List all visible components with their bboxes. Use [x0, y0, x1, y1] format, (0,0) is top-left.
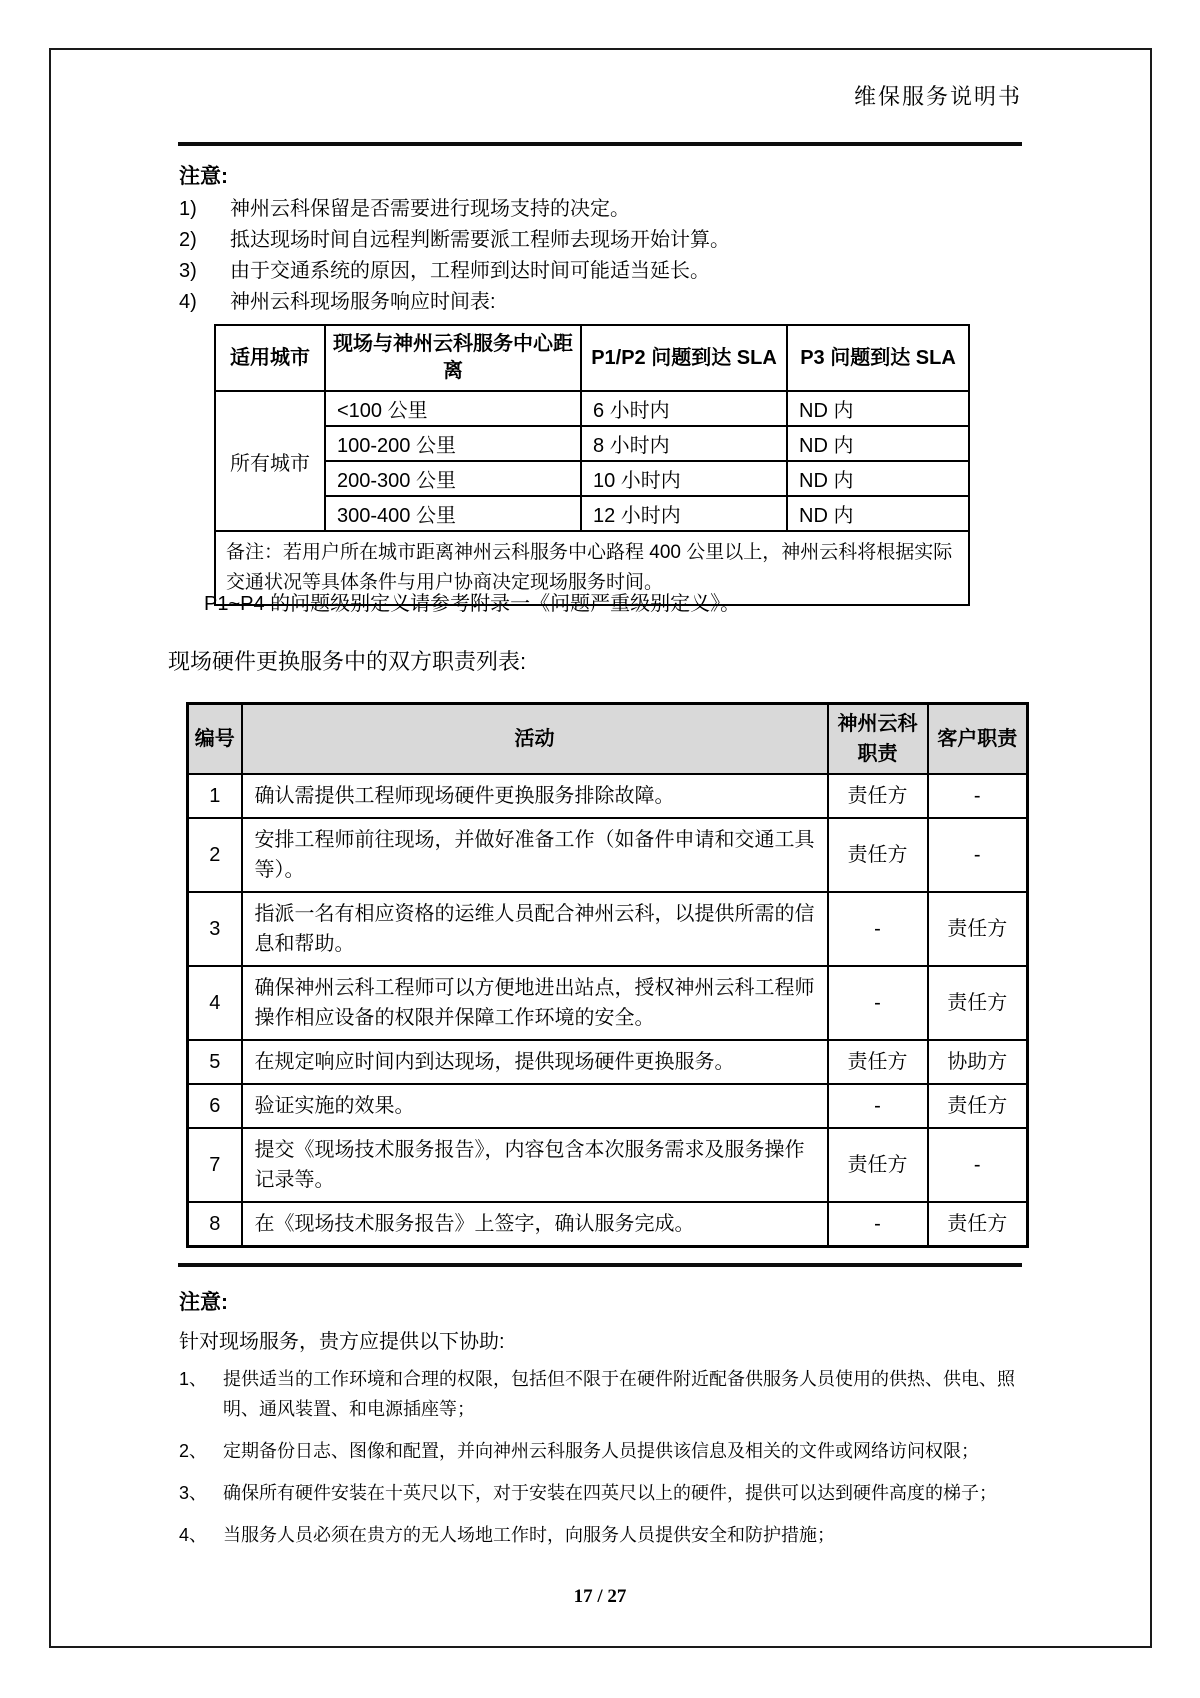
p1p4-definition-note: P1~P4 的问题级别定义请参考附录一《问题严重级别定义》。 — [204, 593, 741, 615]
p3-sla-cell: ND 内 — [787, 426, 969, 461]
header-cell-activity: 活动 — [242, 704, 828, 775]
header-cell-dcits-role: 神州云科职责 — [828, 704, 928, 775]
p1p2-sla-cell: 6 小时内 — [581, 391, 787, 426]
row-number-cell: 5 — [188, 1040, 242, 1084]
customer-role-cell: 责任方 — [928, 892, 1028, 966]
assist-item — [179, 1364, 1022, 1424]
item-text: 由于交通系统的原因，工程师到达时间可能适当延长。 — [230, 260, 710, 282]
item-text: 确保所有硬件安装在十英尺以下，对于安装在四英尺以上的硬件，提供可以达到硬件高度的梯子； — [223, 1483, 997, 1503]
notice-bottom-label: 注意: — [179, 1291, 228, 1314]
header-cell-p3-sla: P3 问题到达 SLA — [787, 325, 969, 391]
activity-cell: 指派一名有相应资格的运维人员配合神州云科，以提供所需的信息和帮助。 — [242, 892, 828, 966]
table-row — [188, 966, 1028, 1040]
customer-role-cell: - — [928, 774, 1028, 818]
table-row — [215, 426, 969, 461]
table-row — [188, 1202, 1028, 1247]
dcits-role-cell: 责任方 — [828, 1128, 928, 1202]
activity-cell: 验证实施的效果。 — [242, 1084, 828, 1128]
dcits-role-cell: 责任方 — [828, 1040, 928, 1084]
header-cell-p1p2-sla: P1/P2 问题到达 SLA — [581, 325, 787, 391]
distance-cell: 100-200 公里 — [325, 426, 581, 461]
p3-sla-cell: ND 内 — [787, 496, 969, 531]
row-number-cell: 1 — [188, 774, 242, 818]
customer-role-cell: - — [928, 1128, 1028, 1202]
notice-item — [179, 230, 1019, 251]
notice-top-list — [179, 199, 1019, 323]
item-number: 3) — [179, 260, 197, 282]
activity-cell: 提交《现场技术服务报告》，内容包含本次服务需求及服务操作记录等。 — [242, 1128, 828, 1202]
item-text: 当服务人员必须在贵方的无人场地工作时，向服务人员提供安全和防护措施； — [223, 1525, 835, 1545]
activity-cell: 在规定响应时间内到达现场，提供现场硬件更换服务。 — [242, 1040, 828, 1084]
p1p2-sla-cell: 12 小时内 — [581, 496, 787, 531]
table-row — [188, 818, 1028, 892]
responsibility-section-title: 现场硬件更换服务中的双方职责列表: — [168, 649, 527, 674]
activity-cell: 安排工程师前往现场，并做好准备工作（如备件申请和交通工具等）。 — [242, 818, 828, 892]
item-number: 4、 — [179, 1525, 208, 1545]
item-text: 抵达现场时间自远程判断需要派工程师去现场开始计算。 — [230, 229, 730, 251]
distance-cell: 300-400 公里 — [325, 496, 581, 531]
distance-cell: <100 公里 — [325, 391, 581, 426]
p3-sla-cell: ND 内 — [787, 461, 969, 496]
row-number-cell: 6 — [188, 1084, 242, 1128]
table-row — [188, 1128, 1028, 1202]
page-footer: 17 / 27 — [573, 1586, 627, 1607]
row-number-cell: 2 — [188, 818, 242, 892]
header-cell-distance: 现场与神州云科服务中心距离 — [325, 325, 581, 391]
row-number-cell: 3 — [188, 892, 242, 966]
header-cell-city: 适用城市 — [215, 325, 325, 391]
activity-cell: 确认需提供工程师现场硬件更换服务排除故障。 — [242, 774, 828, 818]
customer-role-cell: 责任方 — [928, 966, 1028, 1040]
item-text: 神州云科保留是否需要进行现场支持的决定。 — [230, 198, 630, 220]
item-number: 4) — [179, 291, 197, 313]
table-header-row — [188, 704, 1028, 775]
header-rule — [178, 142, 1022, 146]
customer-role-cell: 责任方 — [928, 1084, 1028, 1128]
assist-item — [179, 1436, 1022, 1466]
dcits-role-cell: - — [828, 892, 928, 966]
customer-role-cell: 协助方 — [928, 1040, 1028, 1084]
table-row — [215, 496, 969, 531]
dcits-role-cell: - — [828, 1202, 928, 1247]
item-text: 提供适当的工作环境和合理的权限，包括但不限于在硬件附近配备供服务人员使用的供热、供电、照明、通风装置、和电源插座等； — [223, 1369, 1015, 1419]
dcits-role-cell: 责任方 — [828, 818, 928, 892]
notice-bottom-intro: 针对现场服务，贵方应提供以下协助: — [179, 1331, 505, 1353]
table-row — [188, 774, 1028, 818]
table-row — [188, 1040, 1028, 1084]
item-number: 2) — [179, 229, 197, 251]
item-number: 2、 — [179, 1441, 208, 1461]
customer-role-cell: - — [928, 818, 1028, 892]
row-number-cell: 8 — [188, 1202, 242, 1247]
notice-item — [179, 199, 1019, 220]
item-number: 1、 — [179, 1369, 208, 1389]
divider-rule — [178, 1263, 1022, 1267]
item-text: 定期备份日志、图像和配置，并向神州云科服务人员提供该信息及相关的文件或网络访问权限； — [223, 1441, 979, 1461]
document-title: 维保服务说明书 — [853, 84, 1022, 109]
assist-list — [179, 1364, 1022, 1562]
notice-item — [179, 292, 1019, 313]
row-number-cell: 4 — [188, 966, 242, 1040]
remark-cell: 备注：若用户所在城市距离神州云科服务中心路程 400 公里以上，神州云科将根据实际交通状况等具体条件与用户协商决定现场服务时间。 — [215, 531, 969, 605]
notice-top-label: 注意: — [179, 165, 228, 188]
distance-cell: 200-300 公里 — [325, 461, 581, 496]
responsibility-table — [186, 702, 1029, 1248]
table-row — [215, 461, 969, 496]
header-cell-customer-role: 客户职责 — [928, 704, 1028, 775]
table-row — [215, 391, 969, 426]
p3-sla-cell: ND 内 — [787, 391, 969, 426]
p1p2-sla-cell: 10 小时内 — [581, 461, 787, 496]
table-row — [188, 1084, 1028, 1128]
item-number: 3、 — [179, 1483, 208, 1503]
dcits-role-cell: - — [828, 966, 928, 1040]
notice-item — [179, 261, 1019, 282]
city-cell: 所有城市 — [215, 391, 325, 531]
sla-response-table — [214, 324, 970, 606]
item-text: 神州云科现场服务响应时间表: — [230, 291, 496, 313]
item-number: 1) — [179, 198, 197, 220]
activity-cell: 确保神州云科工程师可以方便地进出站点，授权神州云科工程师操作相应设备的权限并保障工作环境的安全。 — [242, 966, 828, 1040]
row-number-cell: 7 — [188, 1128, 242, 1202]
p1p2-sla-cell: 8 小时内 — [581, 426, 787, 461]
assist-item — [179, 1478, 1022, 1508]
activity-cell: 在《现场技术服务报告》上签字，确认服务完成。 — [242, 1202, 828, 1247]
dcits-role-cell: - — [828, 1084, 928, 1128]
customer-role-cell: 责任方 — [928, 1202, 1028, 1247]
table-row — [188, 892, 1028, 966]
dcits-role-cell: 责任方 — [828, 774, 928, 818]
assist-item — [179, 1520, 1022, 1550]
header-cell-number: 编号 — [188, 704, 242, 775]
table-header-row — [215, 325, 969, 391]
